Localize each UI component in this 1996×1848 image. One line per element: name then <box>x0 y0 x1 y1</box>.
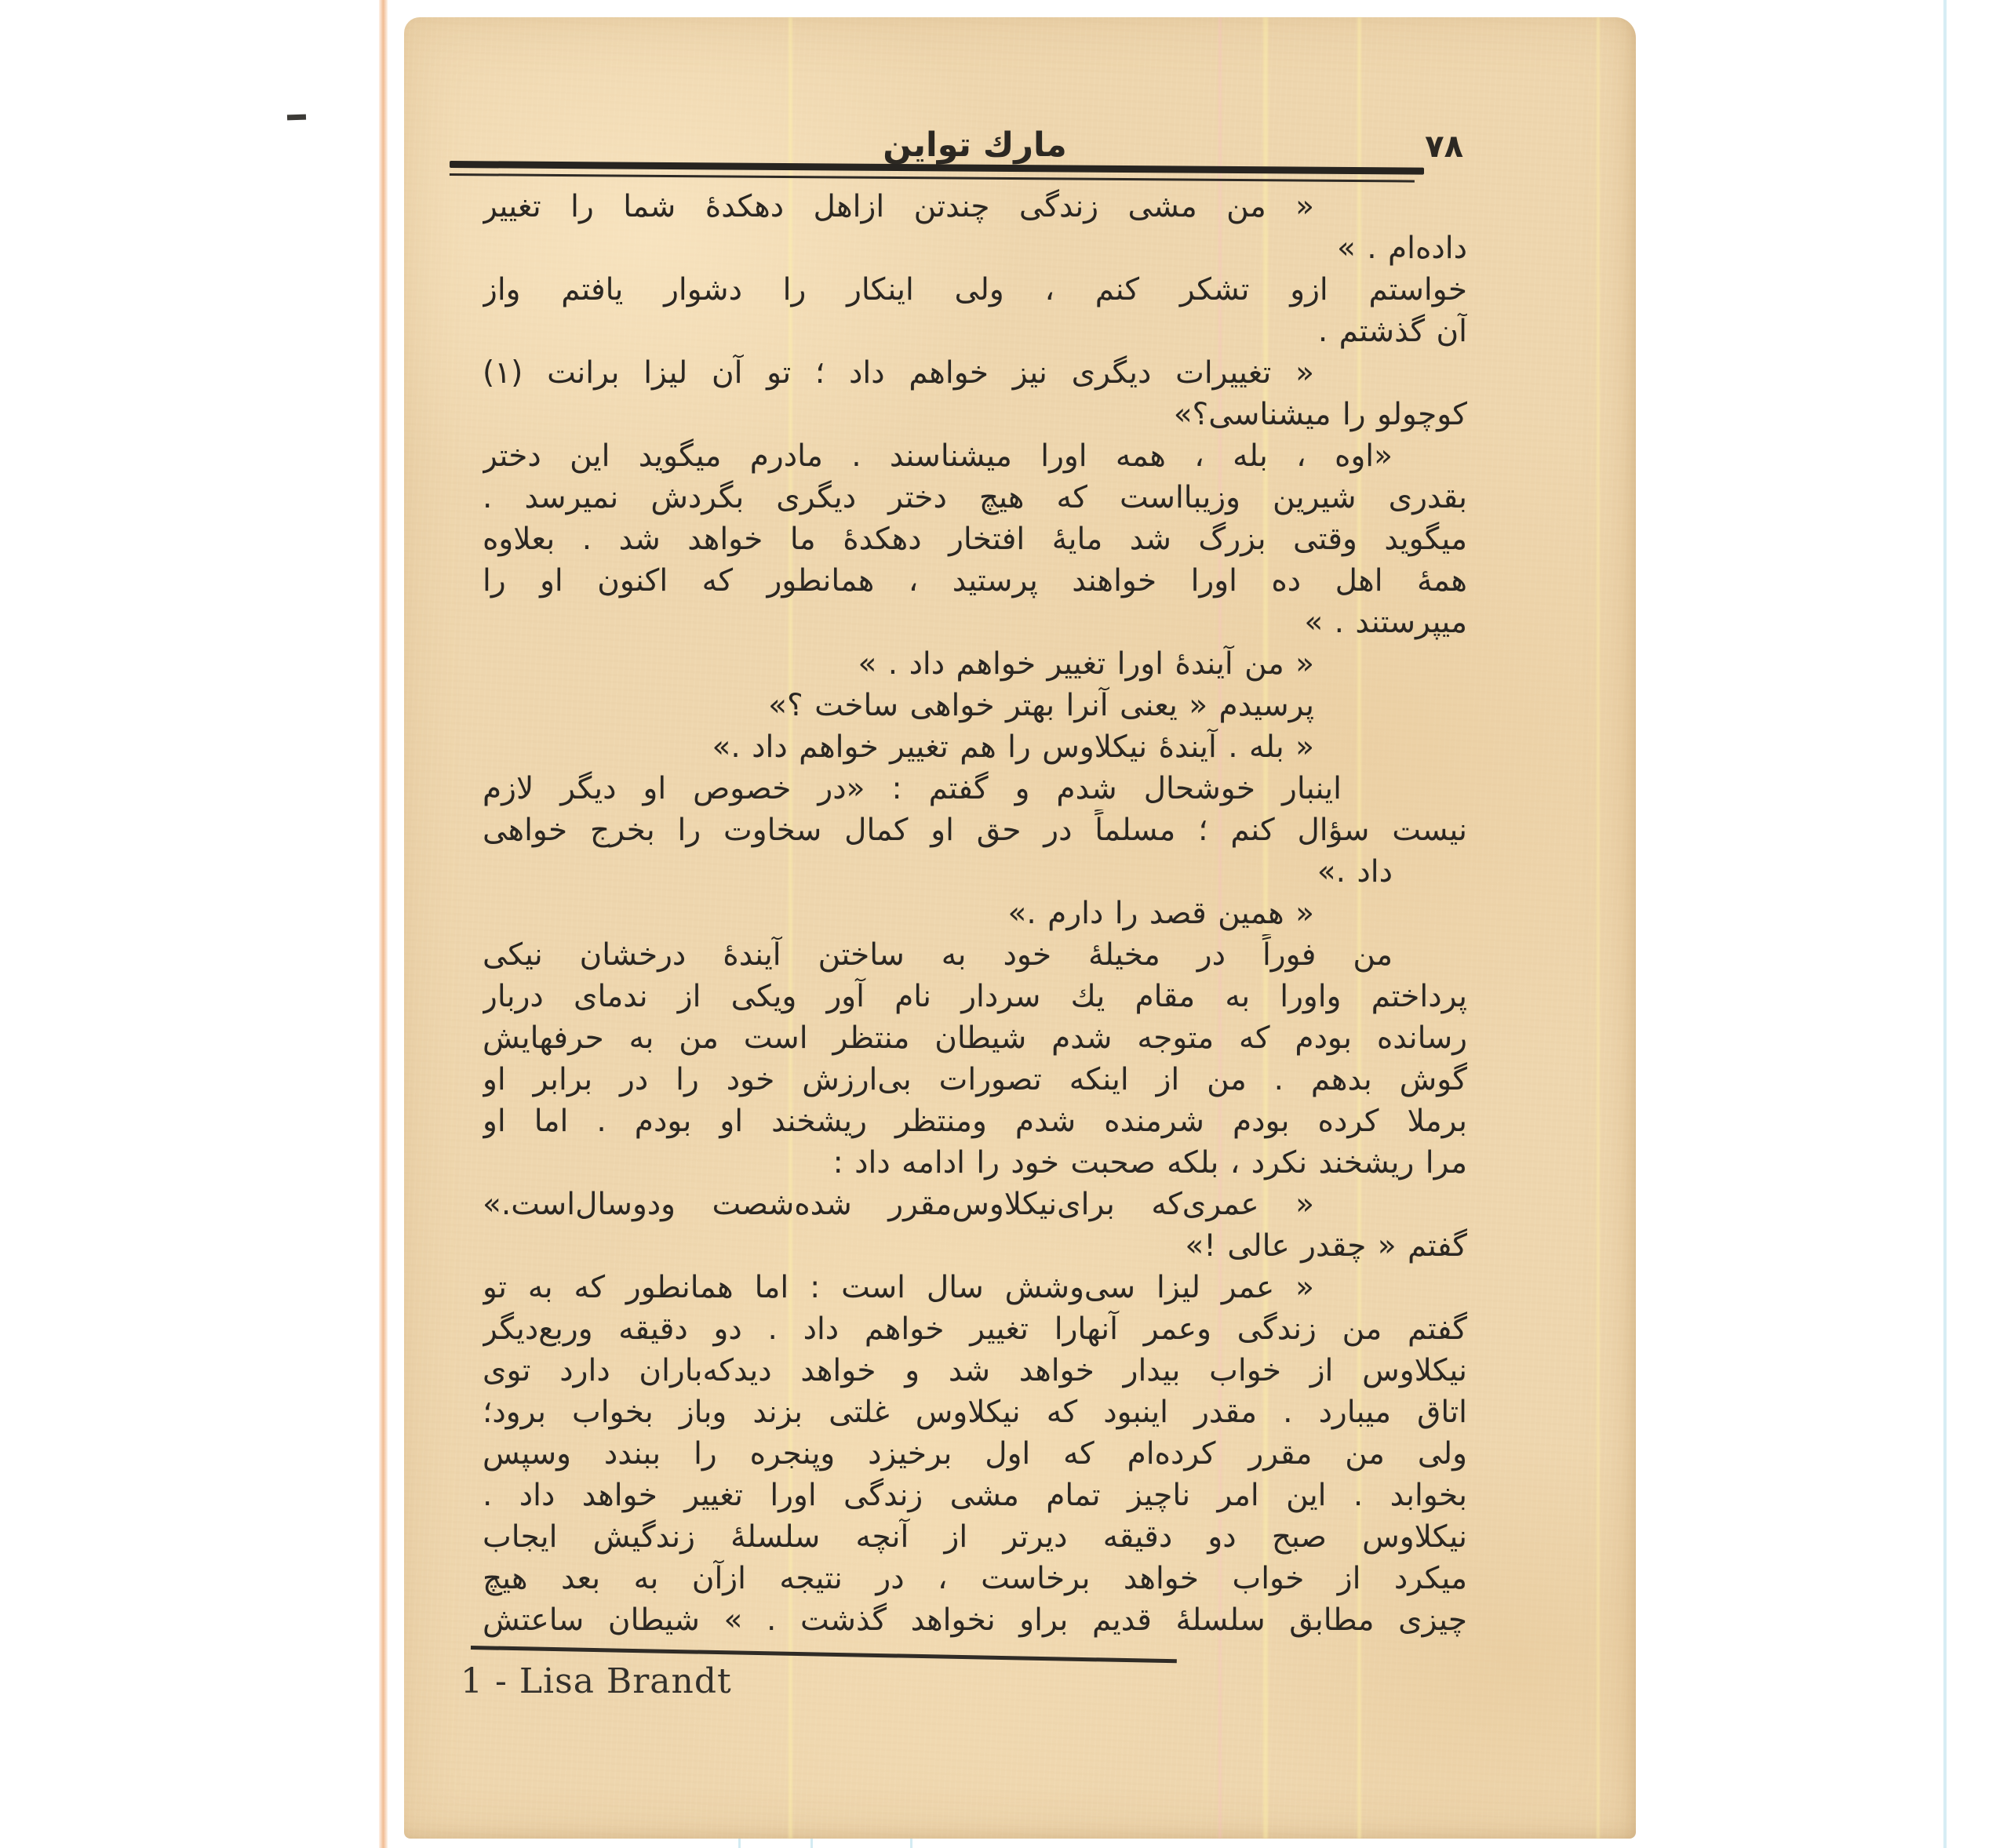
text-line: برملا کرده بودم شرمنده شدم ومنتظر ریشخند او بودم . اما او <box>483 1104 1467 1139</box>
text-line: کوچولو را میشناسی؟» <box>1173 397 1467 432</box>
page-binding-edge-line <box>379 0 388 1848</box>
text-line: اتاق میبارد . مقدر اینبود که نیکلاوس غلتی بزند وباز بخواب برود؛ <box>483 1395 1467 1430</box>
text-line: همۀ اهل ده اورا خواهند پرستید ، همانطور که اکنون او را <box>483 563 1467 598</box>
scanner-streak-right <box>1943 0 1947 1848</box>
text-line: بقدری شیرین وزیبااست که هیچ دختر دیگری بگردش نمیرسد . <box>483 480 1467 515</box>
text-line: من فوراً در مخیلۀ خود به ساختن آیندۀ درخشان نیکی <box>483 937 1393 973</box>
text-line: بخوابد . این امر ناچیز تمام مشی زندگی اورا تغییر خواهد داد . <box>483 1478 1467 1513</box>
text-line: « همین قصد را دارم .» <box>1007 896 1314 931</box>
text-line: « عمری‌که برای‌نیکلاوس‌مقرر شده‌شصت ودوسال‌است.» <box>483 1187 1314 1222</box>
text-line: « من مشی زندگی چندتن ازاهل دهکدۀ شما را تغییر <box>483 189 1314 224</box>
running-head-title: مارك تواین <box>883 126 1067 165</box>
text-line: « بله . آیندۀ نیکلاوس را هم تغییر خواهم داد .» <box>712 729 1314 765</box>
page-number: ٧٨ <box>1425 129 1463 165</box>
book-page <box>404 17 1636 1839</box>
body-text <box>483 186 1467 1641</box>
text-line: « تغییرات دیگری نیز خواهم داد ؛ تو آن لیزا برانت (١) <box>483 355 1314 391</box>
text-line: « عمر لیزا سی‌وشش سال است : اما همانطور که به تو <box>483 1270 1314 1305</box>
text-line: داده‌ام . » <box>1336 231 1467 266</box>
text-line: گفتم « چقدر عالی !» <box>1185 1228 1467 1264</box>
text-line: اینبار خوشحال شدم و گفتم : «در خصوص او دیگر لازم <box>483 771 1342 806</box>
text-line: پرسیدم « یعنی آنرا بهتر خواهی ساخت ؟» <box>768 688 1314 723</box>
header-rule-thin <box>450 173 1415 183</box>
footnote-text: 1 - Lisa Brandt <box>461 1661 732 1701</box>
text-line: رسانده بودم که متوجه شدم شیطان منتظر است من به حرفهایش <box>483 1020 1467 1056</box>
text-line: گوش بدهم . من از اینکه تصورات بی‌ارزش خود را در برابر او <box>483 1062 1467 1097</box>
text-line: پرداختم واورا به مقام یك سردار نام آور ویکی از ندمای دربار <box>483 979 1467 1014</box>
text-line: ولی من مقرر کرده‌ام که اول برخیزد وپنجره را ببندد وسپس <box>483 1436 1467 1471</box>
text-line: نیکلاوس از خواب بیدار خواهد شد و خواهد دیدکه‌باران دارد توی <box>483 1353 1467 1388</box>
footnote-rule <box>471 1646 1177 1663</box>
text-line: میپرستند . » <box>1304 605 1467 640</box>
text-line: نیکلاوس صبح دو دقیقه دیرتر از آنچه سلسلۀ زندگیش ایجاب <box>483 1519 1467 1555</box>
text-line: مرا ریشخند نکرد ، بلکه صحبت خود را ادامه داد : <box>832 1145 1467 1180</box>
text-line: «اوه ، بله ، همه اورا میشناسند . مادرم میگوید این دختر <box>483 438 1393 474</box>
text-line: آن گذشتم . <box>1317 314 1467 349</box>
text-line: میگوید وقتی بزرگ شد مایۀ افتخار دهکدۀ ما خواهد شد . بعلاوه <box>483 522 1467 557</box>
text-line: نیست سؤال کنم ؛ مسلماً در حق او کمال سخاوت را بخرج خواهی <box>483 813 1467 848</box>
text-line: گفتم من زندگی وعمر آنهارا تغییر خواهم داد . دو دقیقه وربع‌دیگر <box>483 1311 1467 1347</box>
text-line: خواستم ازو تشکر کنم ، ولی اینکار را دشوار یافتم واز <box>483 272 1467 307</box>
paper-streak <box>1597 17 1600 1839</box>
ink-dash-artifact <box>287 115 306 121</box>
text-line: میکرد از خواب خواهد برخاست ، در نتیجه ازآن به بعد هیچ <box>483 1561 1467 1596</box>
text-line: چیزی مطابق سلسلۀ قدیم براو نخواهد گذشت . » شیطان ساعتش <box>483 1602 1467 1638</box>
text-line: « من آیندۀ اورا تغییر خواهم داد . » <box>858 646 1314 682</box>
text-line: داد .» <box>1317 854 1393 889</box>
